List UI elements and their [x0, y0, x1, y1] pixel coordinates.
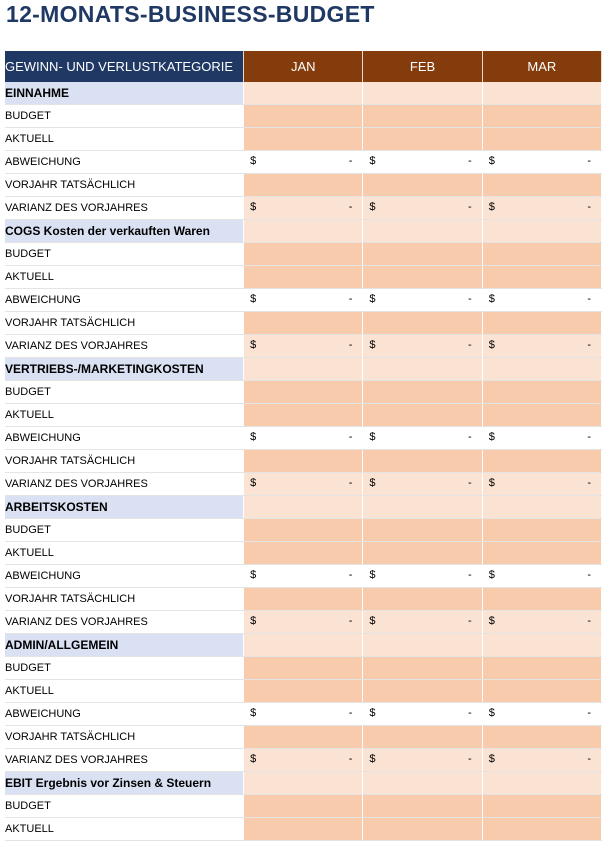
input-cell[interactable]	[482, 243, 601, 266]
cell-value: -	[468, 339, 472, 351]
row-label: AKTUELL	[5, 128, 244, 151]
table-row	[5, 818, 602, 841]
table-row	[5, 243, 602, 266]
row-label: VORJAHR TATSÄCHLICH	[5, 450, 244, 473]
formula-cell[interactable]	[244, 565, 363, 588]
row-label: AKTUELL	[5, 266, 244, 289]
row-label: AKTUELL	[5, 680, 244, 703]
currency-symbol: $	[369, 753, 376, 765]
section-month-cell[interactable]	[363, 496, 482, 519]
section-month-cell[interactable]	[482, 82, 601, 105]
input-cell[interactable]	[244, 105, 363, 128]
input-cell[interactable]	[363, 450, 482, 473]
row-label: BUDGET	[5, 795, 244, 818]
table-row	[5, 174, 602, 197]
cell-value: -	[587, 569, 591, 581]
cell-value: -	[587, 615, 591, 627]
input-cell[interactable]	[482, 174, 601, 197]
row-label: VARIANZ DES VORJAHRES	[5, 473, 244, 496]
formula-cell[interactable]	[482, 703, 601, 726]
section-month-cell[interactable]	[482, 772, 601, 795]
row-label: AKTUELL	[5, 542, 244, 565]
currency-symbol: $	[488, 339, 495, 351]
formula-cell[interactable]	[482, 565, 601, 588]
row-label: VORJAHR TATSÄCHLICH	[5, 588, 244, 611]
formula-cell[interactable]	[482, 151, 601, 174]
row-label: ABWEICHUNG	[5, 565, 244, 588]
input-cell[interactable]	[363, 266, 482, 289]
section-title: ARBEITSKOSTEN	[5, 496, 244, 519]
category-column-header: GEWINN- UND VERLUSTKATEGORIE	[5, 51, 244, 82]
input-cell[interactable]	[244, 312, 363, 335]
currency-symbol: $	[488, 615, 495, 627]
currency-symbol: $	[488, 477, 495, 489]
cell-value: -	[348, 569, 353, 581]
row-label: AKTUELL	[5, 818, 244, 841]
input-cell[interactable]	[244, 381, 363, 404]
table-row	[5, 128, 602, 151]
formula-cell[interactable]	[363, 611, 482, 634]
row-label: VORJAHR TATSÄCHLICH	[5, 726, 244, 749]
section-month-cell[interactable]	[482, 358, 601, 381]
cell-value: -	[468, 569, 472, 581]
currency-symbol: $	[488, 431, 495, 443]
formula-cell[interactable]	[244, 289, 363, 312]
cell-value: -	[348, 155, 353, 167]
input-cell[interactable]	[363, 105, 482, 128]
section-header-row	[5, 220, 602, 243]
table-row	[5, 611, 602, 634]
input-cell[interactable]	[244, 657, 363, 680]
input-cell[interactable]	[482, 266, 601, 289]
section-month-cell[interactable]	[363, 220, 482, 243]
table-row	[5, 151, 602, 174]
cell-value: -	[468, 155, 472, 167]
input-cell[interactable]	[363, 128, 482, 151]
currency-symbol: $	[250, 201, 257, 213]
row-label: ABWEICHUNG	[5, 427, 244, 450]
cell-value: -	[587, 477, 591, 489]
cell-value: -	[348, 615, 353, 627]
currency-symbol: $	[488, 201, 495, 213]
section-month-cell[interactable]	[244, 220, 363, 243]
cell-value: -	[587, 201, 591, 213]
cell-value: -	[587, 431, 591, 443]
header-row	[5, 51, 602, 82]
cell-value: -	[587, 293, 591, 305]
section-month-cell[interactable]	[244, 634, 363, 657]
currency-symbol: $	[369, 569, 376, 581]
formula-cell[interactable]	[244, 611, 363, 634]
formula-cell[interactable]	[363, 289, 482, 312]
section-title: COGS Kosten der verkauften Waren	[5, 220, 244, 243]
formula-cell[interactable]	[363, 703, 482, 726]
input-cell[interactable]	[363, 404, 482, 427]
section-title: ADMIN/ALLGEMEIN	[5, 634, 244, 657]
table-row	[5, 565, 602, 588]
input-cell[interactable]	[482, 680, 601, 703]
input-cell[interactable]	[244, 128, 363, 151]
formula-cell[interactable]	[363, 335, 482, 358]
row-label: BUDGET	[5, 105, 244, 128]
section-title: EINNAHME	[5, 82, 244, 105]
input-cell[interactable]	[244, 519, 363, 542]
table-row	[5, 680, 602, 703]
currency-symbol: $	[250, 339, 257, 351]
row-label: AKTUELL	[5, 404, 244, 427]
table-row	[5, 519, 602, 542]
formula-cell[interactable]	[244, 749, 363, 772]
cell-value: -	[348, 707, 353, 719]
section-header-row	[5, 772, 602, 795]
input-cell[interactable]	[482, 128, 601, 151]
table-row	[5, 427, 602, 450]
cell-value: -	[468, 293, 472, 305]
input-cell[interactable]	[244, 174, 363, 197]
row-label: VARIANZ DES VORJAHRES	[5, 197, 244, 220]
currency-symbol: $	[250, 569, 257, 581]
input-cell[interactable]	[244, 450, 363, 473]
cell-value: -	[348, 477, 353, 489]
formula-cell[interactable]	[244, 335, 363, 358]
input-cell[interactable]	[482, 519, 601, 542]
formula-cell[interactable]	[244, 473, 363, 496]
input-cell[interactable]	[482, 381, 601, 404]
input-cell[interactable]	[244, 542, 363, 565]
row-label: ABWEICHUNG	[5, 151, 244, 174]
formula-cell[interactable]	[482, 473, 601, 496]
formula-cell[interactable]	[482, 427, 601, 450]
table-row	[5, 657, 602, 680]
currency-symbol: $	[369, 155, 376, 167]
section-header-row	[5, 82, 602, 105]
input-cell[interactable]	[363, 174, 482, 197]
input-cell[interactable]	[363, 818, 482, 841]
formula-cell[interactable]	[363, 427, 482, 450]
cell-value: -	[587, 155, 591, 167]
formula-cell[interactable]	[244, 427, 363, 450]
currency-symbol: $	[369, 477, 376, 489]
input-cell[interactable]	[244, 588, 363, 611]
table-row	[5, 450, 602, 473]
input-cell[interactable]	[363, 795, 482, 818]
input-cell[interactable]	[363, 726, 482, 749]
page-title: 12-MONATS-BUSINESS-BUDGET	[6, 1, 375, 27]
cell-value: -	[348, 753, 353, 765]
input-cell[interactable]	[482, 657, 601, 680]
cell-value: -	[348, 339, 353, 351]
row-label: VORJAHR TATSÄCHLICH	[5, 174, 244, 197]
table-row	[5, 588, 602, 611]
input-cell[interactable]	[482, 542, 601, 565]
cell-value: -	[468, 753, 472, 765]
section-month-cell[interactable]	[482, 220, 601, 243]
month-header-jan[interactable]: JAN	[244, 51, 363, 82]
cell-value: -	[348, 431, 353, 443]
currency-symbol: $	[488, 753, 495, 765]
currency-symbol: $	[369, 293, 376, 305]
row-label: VARIANZ DES VORJAHRES	[5, 749, 244, 772]
table-row	[5, 105, 602, 128]
section-month-cell[interactable]	[244, 772, 363, 795]
section-title: VERTRIEBS-/MARKETINGKOSTEN	[5, 358, 244, 381]
currency-symbol: $	[488, 707, 495, 719]
formula-cell[interactable]	[244, 703, 363, 726]
formula-cell[interactable]	[244, 197, 363, 220]
row-label: ABWEICHUNG	[5, 703, 244, 726]
input-cell[interactable]	[482, 404, 601, 427]
formula-cell[interactable]	[244, 151, 363, 174]
cell-value: -	[348, 293, 353, 305]
row-label: BUDGET	[5, 381, 244, 404]
input-cell[interactable]	[363, 657, 482, 680]
table-row	[5, 473, 602, 496]
section-header-row	[5, 634, 602, 657]
currency-symbol: $	[250, 293, 257, 305]
table-row	[5, 312, 602, 335]
currency-symbol: $	[250, 707, 257, 719]
input-cell[interactable]	[363, 680, 482, 703]
currency-symbol: $	[369, 339, 376, 351]
formula-cell[interactable]	[482, 197, 601, 220]
table-row	[5, 703, 602, 726]
section-month-cell[interactable]	[363, 358, 482, 381]
currency-symbol: $	[488, 293, 495, 305]
row-label: VARIANZ DES VORJAHRES	[5, 335, 244, 358]
currency-symbol: $	[250, 753, 257, 765]
formula-cell[interactable]	[363, 151, 482, 174]
row-label: VARIANZ DES VORJAHRES	[5, 611, 244, 634]
cell-value: -	[468, 615, 472, 627]
month-header-mar[interactable]: MAR	[482, 51, 601, 82]
row-label: BUDGET	[5, 243, 244, 266]
section-month-cell[interactable]	[363, 82, 482, 105]
input-cell[interactable]	[482, 450, 601, 473]
table-row	[5, 795, 602, 818]
section-month-cell[interactable]	[244, 496, 363, 519]
cell-value: -	[587, 707, 591, 719]
currency-symbol: $	[488, 155, 495, 167]
row-label: BUDGET	[5, 519, 244, 542]
currency-symbol: $	[369, 431, 376, 443]
currency-symbol: $	[250, 477, 257, 489]
input-cell[interactable]	[363, 381, 482, 404]
table-body	[5, 82, 602, 841]
currency-symbol: $	[250, 615, 257, 627]
input-cell[interactable]	[244, 404, 363, 427]
input-cell[interactable]	[482, 795, 601, 818]
input-cell[interactable]	[363, 519, 482, 542]
currency-symbol: $	[369, 707, 376, 719]
section-header-row	[5, 358, 602, 381]
input-cell[interactable]	[482, 726, 601, 749]
currency-symbol: $	[369, 201, 376, 213]
table-row	[5, 726, 602, 749]
section-header-row	[5, 496, 602, 519]
cell-value: -	[468, 431, 472, 443]
input-cell[interactable]	[363, 542, 482, 565]
table-row	[5, 266, 602, 289]
section-month-cell[interactable]	[363, 772, 482, 795]
input-cell[interactable]	[363, 312, 482, 335]
input-cell[interactable]	[482, 818, 601, 841]
cell-value: -	[468, 707, 472, 719]
input-cell[interactable]	[363, 243, 482, 266]
table-row	[5, 381, 602, 404]
input-cell[interactable]	[482, 588, 601, 611]
formula-cell[interactable]	[363, 565, 482, 588]
currency-symbol: $	[250, 431, 257, 443]
currency-symbol: $	[488, 569, 495, 581]
input-cell[interactable]	[482, 312, 601, 335]
input-cell[interactable]	[244, 726, 363, 749]
table-row	[5, 197, 602, 220]
section-month-cell[interactable]	[482, 496, 601, 519]
formula-cell[interactable]	[482, 335, 601, 358]
table-row	[5, 335, 602, 358]
section-title: EBIT Ergebnis vor Zinsen & Steuern	[5, 772, 244, 795]
input-cell[interactable]	[244, 266, 363, 289]
currency-symbol: $	[250, 155, 257, 167]
cell-value: -	[587, 339, 591, 351]
input-cell[interactable]	[244, 818, 363, 841]
row-label: VORJAHR TATSÄCHLICH	[5, 312, 244, 335]
formula-cell[interactable]	[482, 289, 601, 312]
cell-value: -	[587, 753, 591, 765]
month-header-feb[interactable]: FEB	[363, 51, 482, 82]
table-row	[5, 542, 602, 565]
section-month-cell[interactable]	[482, 634, 601, 657]
formula-cell[interactable]	[363, 197, 482, 220]
formula-cell[interactable]	[363, 473, 482, 496]
table-row	[5, 289, 602, 312]
formula-cell[interactable]	[482, 749, 601, 772]
formula-cell[interactable]	[363, 749, 482, 772]
cell-value: -	[468, 201, 472, 213]
row-label: ABWEICHUNG	[5, 289, 244, 312]
formula-cell[interactable]	[482, 611, 601, 634]
input-cell[interactable]	[363, 588, 482, 611]
table-row	[5, 749, 602, 772]
input-cell[interactable]	[244, 243, 363, 266]
budget-table	[5, 51, 602, 841]
cell-value: -	[468, 477, 472, 489]
currency-symbol: $	[369, 615, 376, 627]
input-cell[interactable]	[244, 795, 363, 818]
input-cell[interactable]	[482, 105, 601, 128]
cell-value: -	[348, 201, 353, 213]
input-cell[interactable]	[244, 680, 363, 703]
section-month-cell[interactable]	[244, 82, 363, 105]
section-month-cell[interactable]	[363, 634, 482, 657]
section-month-cell[interactable]	[244, 358, 363, 381]
row-label: BUDGET	[5, 657, 244, 680]
table-row	[5, 404, 602, 427]
